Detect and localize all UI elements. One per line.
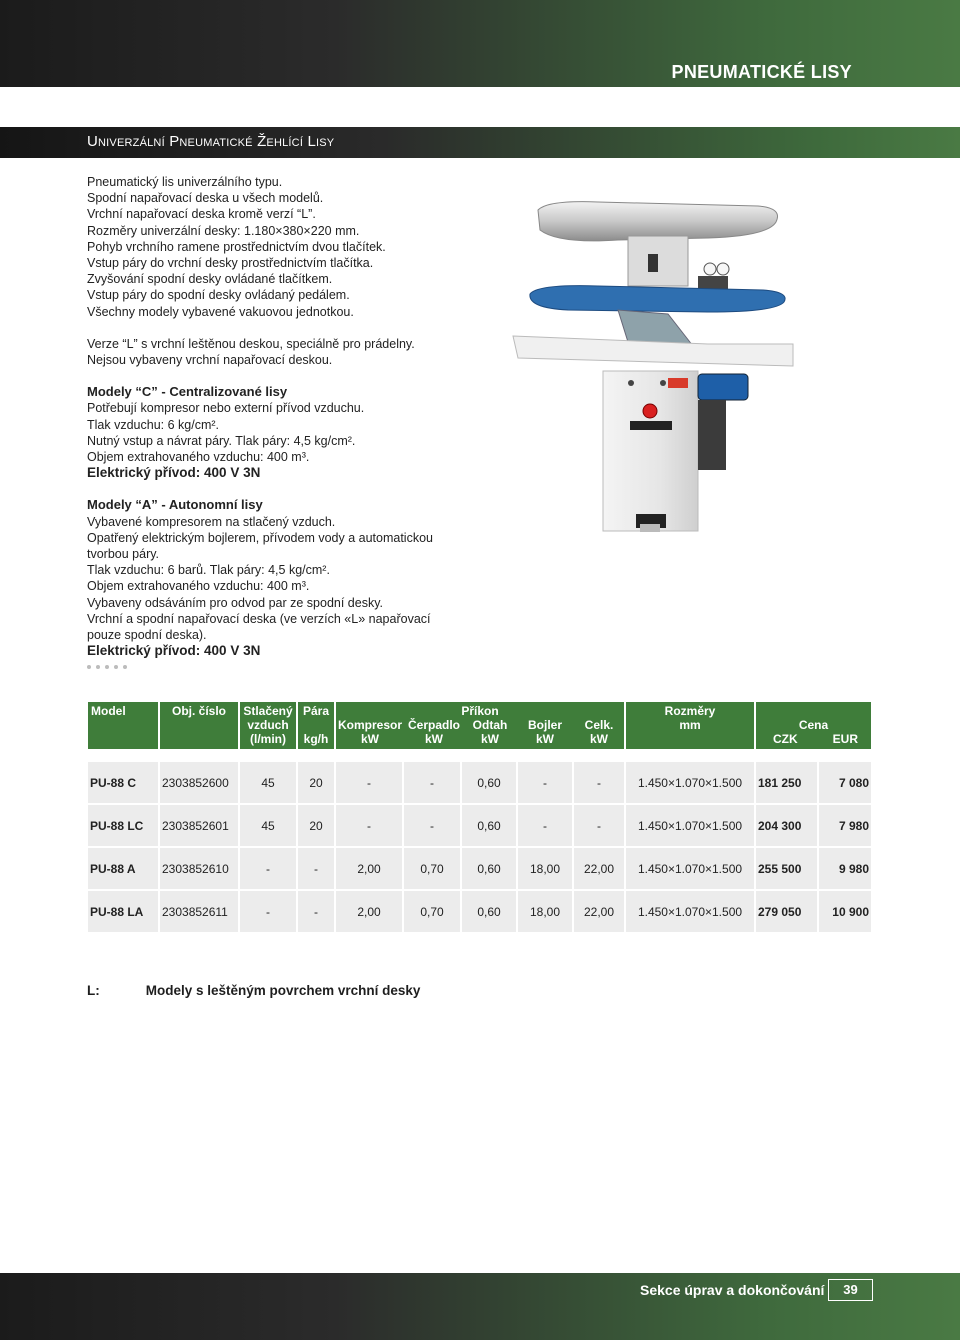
footer-band [0, 1273, 960, 1340]
legend-key: L: [87, 983, 100, 998]
models-a-line: tvorbou páry. [87, 547, 160, 562]
col-obj: Obj. číslo [160, 702, 238, 749]
table-row: PU-88 LC 2303852601 45 20 - - 0,60 - - 1.450×1.070×1.500 204 300 7 980 [88, 805, 871, 848]
models-c-title: Modely “C” - Centralizované lisy [87, 384, 288, 400]
intro-line: Spodní napařovací deska u všech modelů. [87, 191, 324, 206]
legend-note [87, 983, 420, 998]
models-a-title: Modely “A” - Autonomní lisy [87, 497, 263, 513]
table-header-row [88, 702, 871, 749]
intro-line: Rozměry univerzální desky: 1.180×380×220 mm. [87, 223, 360, 238]
ironing-press-image [508, 196, 798, 546]
col-prikon: Příkon Kompresor kW Čerpadlo kW Odtah kW Bojler kW Celk. kW [336, 702, 624, 749]
models-c-power: Elektrický přívod: 400 V 3N [87, 465, 261, 481]
models-a-line: Objem extrahovaného vzduchu: 400 m³. [87, 579, 310, 594]
header-band [0, 0, 960, 87]
intro-block [87, 174, 487, 320]
description-column [87, 174, 487, 669]
version-l-line: Nejsou vybaveny vrchní napařovací deskou. [87, 353, 333, 368]
page-title: PNEUMATICKÉ LISY [671, 62, 852, 82]
models-a-line: Opatřený elektrickým bojlerem, přívodem vody a automatickou [87, 530, 433, 545]
section-heading: Univerzální Pneumatické Žehlící Lisy [87, 133, 335, 150]
version-l-block [87, 336, 487, 368]
table-row: PU-88 A 2303852610 - - 2,00 0,70 0,60 18,00 22,00 1.450×1.070×1.500 255 500 9 980 [88, 848, 871, 891]
models-a-line: Tlak vzduchu: 6 barů. Tlak páry: 4,5 kg/cm². [87, 563, 330, 578]
models-a-line: pouze spodní deska). [87, 628, 207, 643]
intro-line: Všechny modely vybavené vakuovou jednotkou. [87, 304, 354, 319]
col-model: Model [88, 702, 158, 749]
section-bar [0, 127, 960, 158]
intro-line: Vstup páry do spodní desky ovládaný pedálem. [87, 288, 350, 303]
col-cena: Cena CZK EUR [756, 702, 871, 749]
models-a-power: Elektrický přívod: 400 V 3N [87, 643, 261, 659]
price-table [86, 702, 873, 934]
table-row: PU-88 C 2303852600 45 20 - - 0,60 - - 1.450×1.070×1.500 181 250 7 080 [88, 749, 871, 805]
intro-line: Zvyšování spodní desky ovládané tlačítkem. [87, 272, 333, 287]
intro-line: Pohyb vrchního ramene prostřednictvím dvou tlačítek. [87, 239, 386, 254]
models-c-line: Objem extrahovaného vzduchu: 400 m³. [87, 450, 310, 465]
models-c-block [87, 384, 487, 481]
intro-line: Vstup páry do vrchní desky prostřednictvím tlačítka. [87, 256, 374, 271]
col-para: Pára kg/h [298, 702, 334, 749]
models-a-line: Vrchní a spodní napařovací deska (ve verzích «L» napařovací [87, 611, 431, 626]
separator-dots [87, 665, 487, 669]
table-row: PU-88 LA 2303852611 - - 2,00 0,70 0,60 18,00 22,00 1.450×1.070×1.500 279 050 10 900 [88, 891, 871, 934]
legend-text: Modely s leštěným povrchem vrchní desky [145, 983, 421, 998]
models-c-line: Tlak vzduchu: 6 kg/cm². [87, 417, 219, 432]
intro-line: Pneumatický lis univerzálního typu. [87, 175, 283, 189]
col-stlaceny: Stlačený vzduch (l/min) [240, 702, 296, 749]
models-c-line: Nutný vstup a návrat páry. Tlak páry: 4,5 kg/cm². [87, 433, 356, 448]
col-rozmery: Rozměry mm [626, 702, 754, 749]
intro-line: Vrchní napařovací deska kromě verzí “L”. [87, 207, 316, 222]
models-a-block [87, 497, 487, 659]
footer-section-name: Sekce úprav a dokončování [640, 1282, 825, 1298]
version-l-line: Verze “L” s vrchní leštěnou deskou, speciálně pro prádelny. [87, 336, 415, 351]
models-c-line: Potřebují kompresor nebo externí přívod vzduchu. [87, 401, 365, 416]
models-a-line: Vybaveny odsáváním pro odvod par ze spodní desky. [87, 595, 384, 610]
models-a-line: Vybavené kompresorem na stlačený vzduch. [87, 514, 336, 529]
page-number: 39 [828, 1279, 873, 1301]
